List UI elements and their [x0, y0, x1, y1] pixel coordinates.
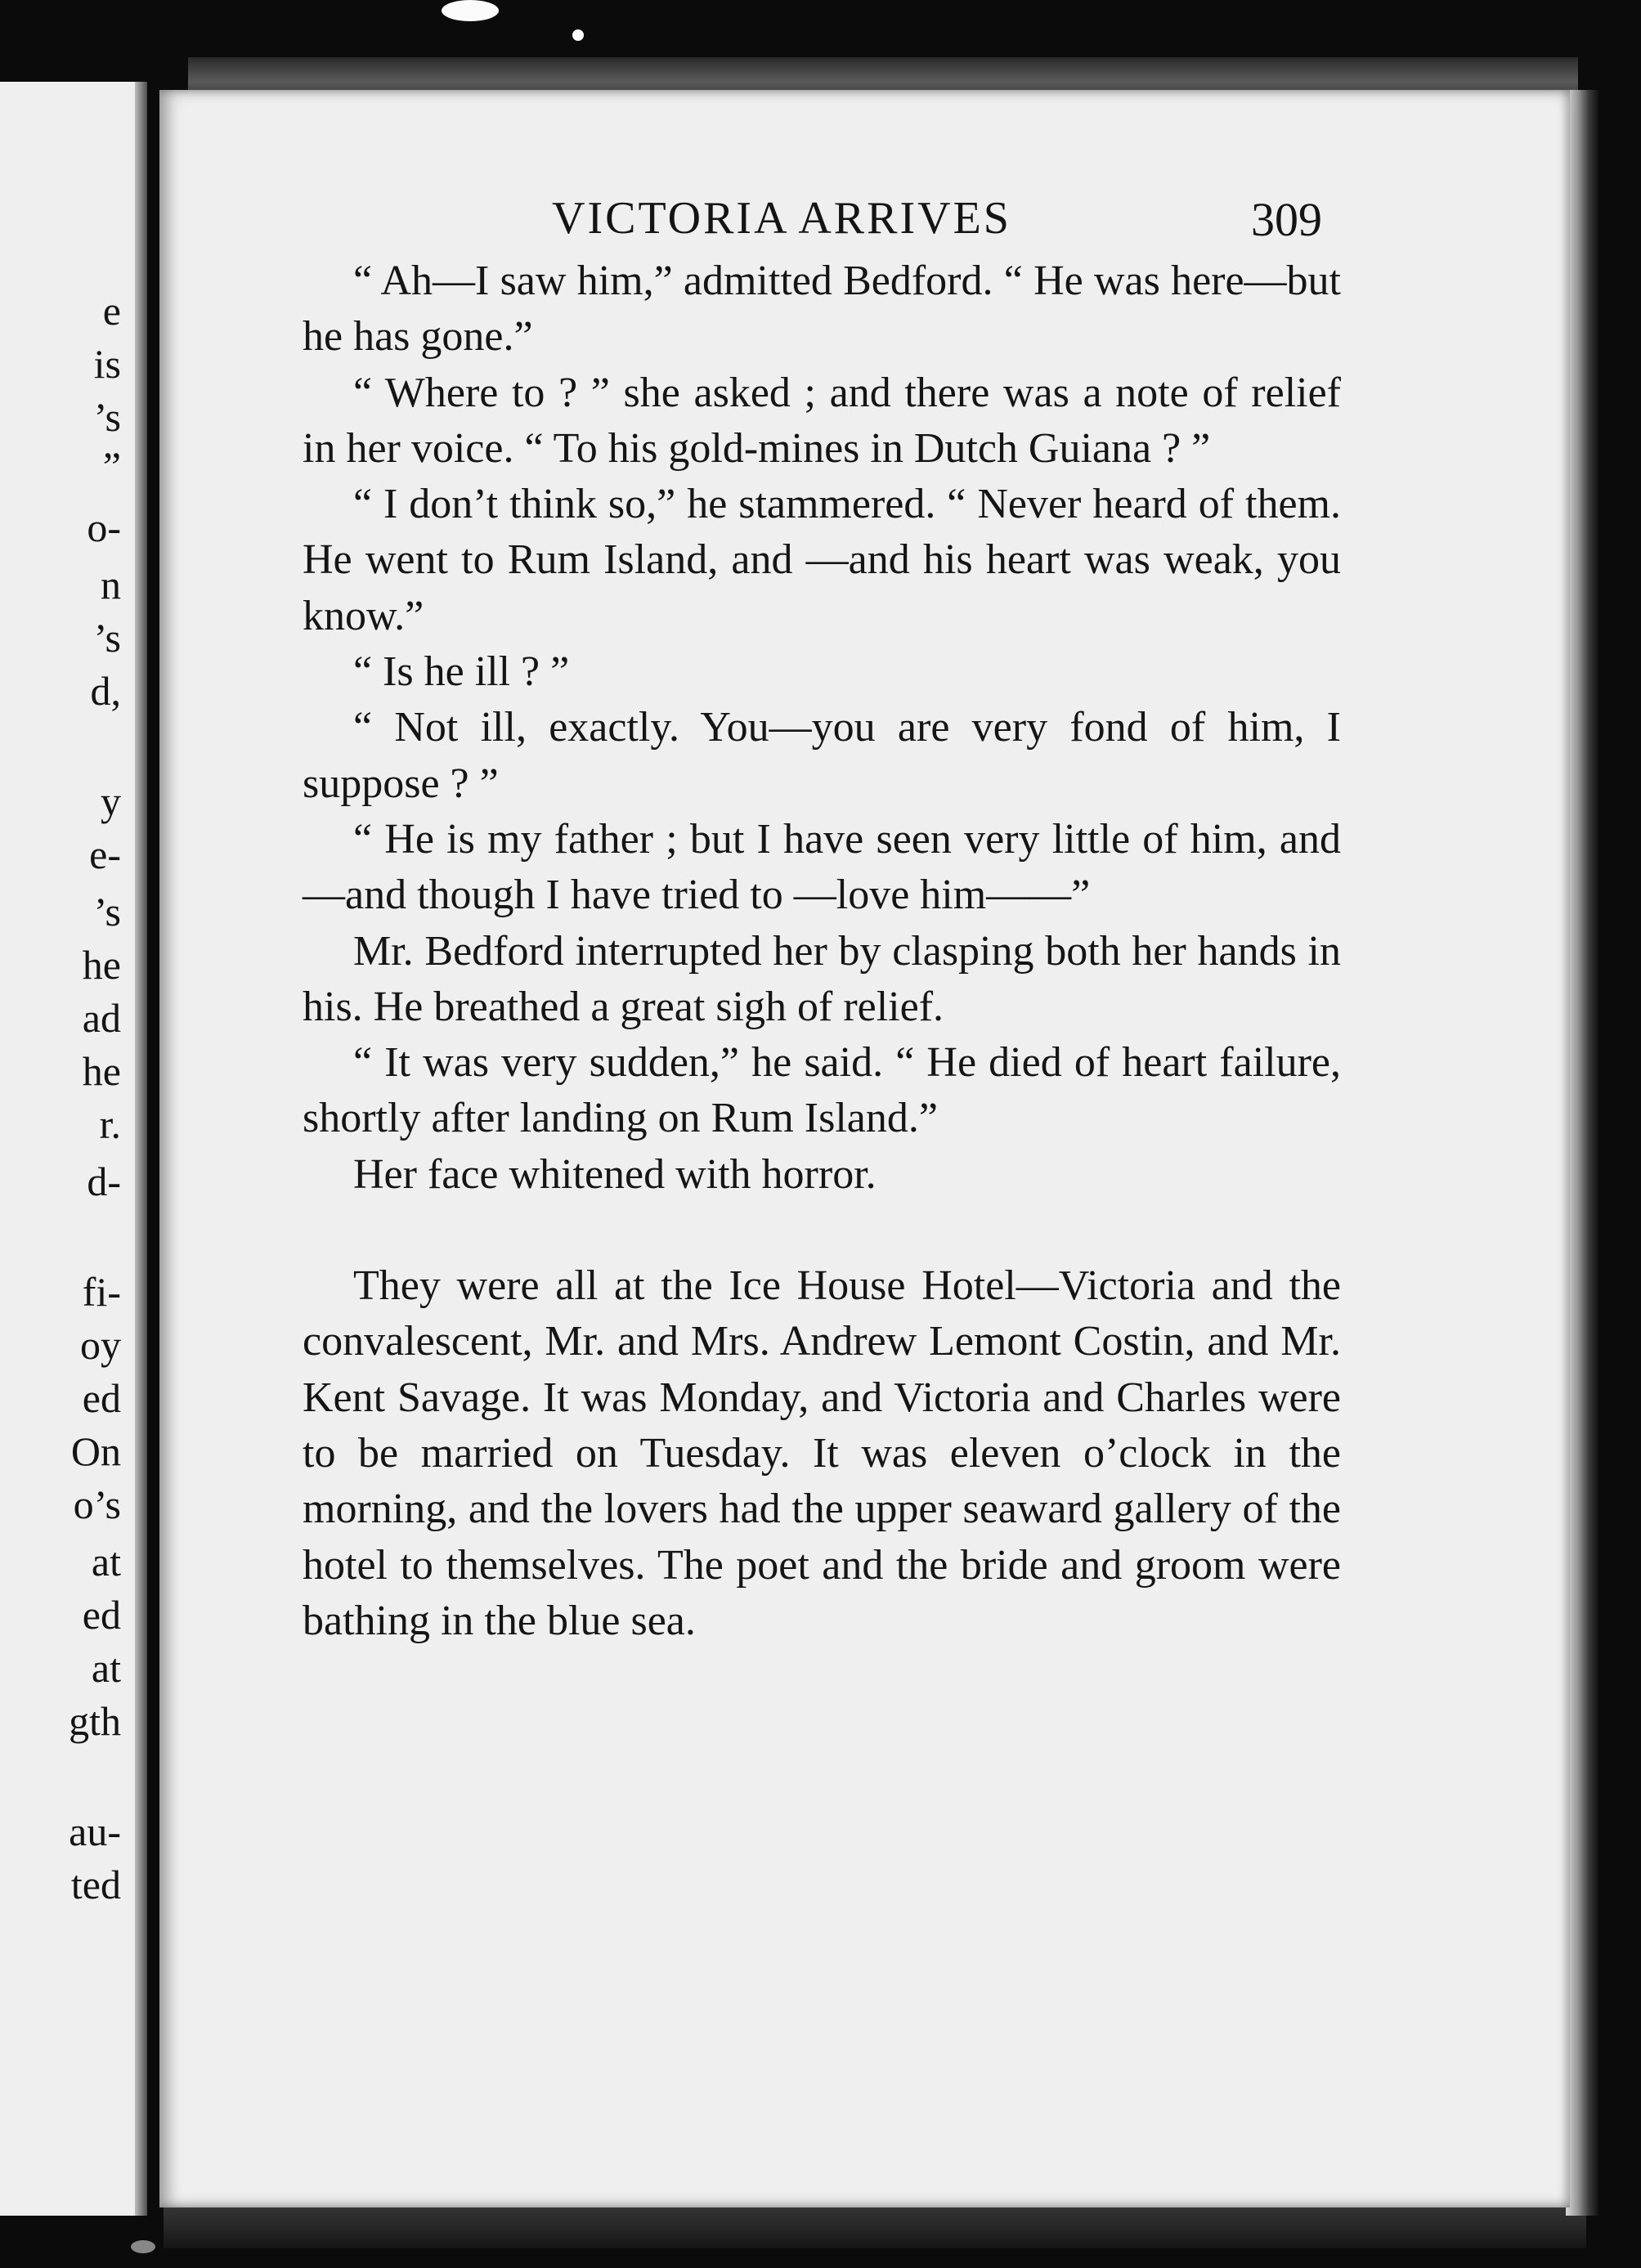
paragraph: “ Not ill, exactly. You—you are very fond of him, I suppose ? ” — [303, 704, 1341, 807]
margin-fragment: is — [93, 341, 121, 387]
paragraph: “ It was very sudden,” he said. “ He died of heart failure, shortly after landing on Rum Island.” — [303, 1039, 1341, 1142]
margin-fragment: e — [102, 288, 121, 334]
margin-fragment: ’s — [93, 889, 121, 935]
margin-fragment: he — [82, 1048, 121, 1094]
margin-fragment: o’s — [73, 1481, 121, 1527]
paragraph: “ Is he ill ? ” — [353, 648, 570, 696]
paragraph: Her face whitened with horror. — [353, 1150, 877, 1198]
margin-fragment: he — [82, 942, 121, 988]
margin-fragment: y — [101, 778, 121, 824]
margin-fragment: at — [91, 1539, 121, 1584]
margin-fragment: d- — [87, 1159, 121, 1204]
paragraph: They were all at the Ice House Hotel—Victoria and the convalescent, Mr. and Mrs. Andrew Lemont Costin, and Mr. Kent Savage. It was Monday, and Victoria and Charles were to be married on Tuesday. It was eleven o’clock in the morning, and the lovers had the upper seaward gallery of the hotel to themselves. The poet and the bride and groom were bathing in the blue sea. — [303, 1262, 1341, 1644]
margin-fragment: n — [101, 562, 121, 607]
margin-fragment: au- — [69, 1809, 121, 1854]
body-text — [303, 253, 1341, 1649]
margin-fragment: r. — [99, 1101, 121, 1147]
paragraph: “ He is my father ; but I have seen very little of him, and—and though I have tried to —love him——” — [303, 815, 1341, 919]
margin-fragment: ed — [82, 1375, 121, 1421]
margin-fragment: ed — [82, 1592, 121, 1638]
margin-fragment: ad — [82, 995, 121, 1041]
margin-fragment: o- — [87, 504, 121, 550]
margin-fragment: at — [91, 1645, 121, 1691]
margin-fragment: ” — [102, 443, 121, 489]
margin-fragment: gth — [69, 1698, 121, 1744]
dust-speck — [131, 2240, 155, 2253]
page-number: 309 — [1251, 193, 1322, 246]
margin-fragment: On — [70, 1428, 121, 1474]
dust-speck — [442, 0, 499, 21]
left-facing-page — [0, 82, 147, 2216]
book-page — [159, 90, 1570, 2207]
chapter-title: VICTORIA ARRIVES — [552, 193, 1011, 244]
paragraph: Mr. Bedford interrupted her by clasping both her hands in his. He breathed a great sigh of relief. — [303, 927, 1341, 1030]
margin-fragment: ’s — [93, 394, 121, 440]
page-gutter — [135, 82, 147, 2216]
paragraph: “ Ah—I saw him,” admitted Bedford. “ He was here—but he has gone.” — [303, 258, 1341, 361]
margin-fragment: e- — [89, 831, 121, 877]
margin-fragment: ’s — [93, 615, 121, 661]
margin-fragment: oy — [80, 1322, 121, 1368]
margin-fragment: fi- — [82, 1269, 121, 1315]
paragraph: “ I don’t think so,” he stammered. “ Never heard of them. He went to Rum Island, and —and his heart was weak, you know.” — [303, 481, 1341, 639]
margin-fragment: d, — [90, 668, 121, 714]
running-head — [159, 192, 1570, 249]
paragraph: “ Where to ? ” she asked ; and there was a note of relief in her voice. “ To his gold-mines in Dutch Guiana ? ” — [303, 369, 1341, 472]
dust-speck — [572, 29, 584, 41]
margin-fragment: ted — [70, 1862, 121, 1907]
book-binding-edge — [1566, 90, 1598, 2216]
